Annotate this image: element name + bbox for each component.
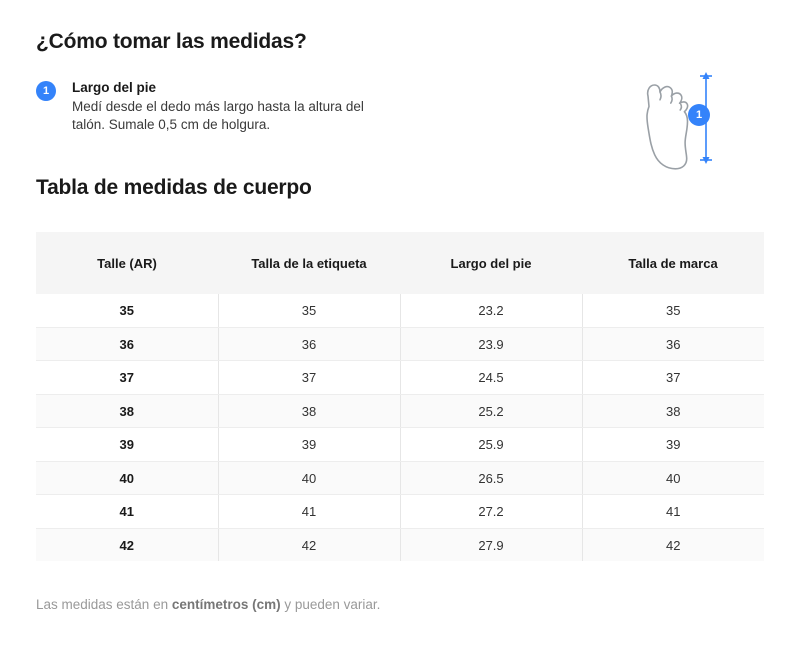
measure-step: [36, 80, 466, 134]
cell-talle-ar: 40: [36, 461, 218, 495]
cell-talla-etiqueta: 38: [218, 394, 400, 428]
table-row: [36, 528, 764, 561]
cell-largo-pie: 23.9: [400, 327, 582, 361]
cell-talla-etiqueta: 40: [218, 461, 400, 495]
footnote-prefix: Las medidas están en: [36, 597, 172, 613]
table-title: Tabla de medidas de cuerpo: [36, 176, 312, 200]
column-header-talla-marca: Talla de marca: [582, 232, 764, 294]
cell-largo-pie: 25.2: [400, 394, 582, 428]
table-row: [36, 294, 764, 327]
cell-talla-marca: 35: [582, 294, 764, 327]
foot-outline-icon: [620, 58, 740, 178]
step-number-badge: 1: [36, 81, 56, 101]
cell-largo-pie: 26.5: [400, 461, 582, 495]
cell-talla-etiqueta: 37: [218, 361, 400, 395]
table-row: [36, 327, 764, 361]
measure-copy: [72, 80, 372, 134]
cell-talla-marca: 40: [582, 461, 764, 495]
cell-talle-ar: 37: [36, 361, 218, 395]
cell-talla-marca: 41: [582, 495, 764, 529]
cell-talla-marca: 37: [582, 361, 764, 395]
column-header-talle-ar: Talle (AR): [36, 232, 218, 294]
cell-talla-marca: 36: [582, 327, 764, 361]
cell-talle-ar: 39: [36, 428, 218, 462]
table-row: [36, 394, 764, 428]
table-header-row: [36, 232, 764, 294]
cell-talla-marca: 38: [582, 394, 764, 428]
cell-talle-ar: 41: [36, 495, 218, 529]
foot-diagram: [620, 58, 740, 178]
cell-largo-pie: 27.2: [400, 495, 582, 529]
cell-largo-pie: 24.5: [400, 361, 582, 395]
cell-largo-pie: 23.2: [400, 294, 582, 327]
table-row: [36, 495, 764, 529]
table-row: [36, 461, 764, 495]
cell-talla-marca: 39: [582, 428, 764, 462]
cell-talle-ar: 36: [36, 327, 218, 361]
cell-talle-ar: 42: [36, 528, 218, 561]
cell-talla-etiqueta: 36: [218, 327, 400, 361]
cell-talla-etiqueta: 39: [218, 428, 400, 462]
cell-talla-marca: 42: [582, 528, 764, 561]
footnote: [36, 597, 764, 612]
footnote-strong: centímetros (cm): [171, 597, 281, 613]
cell-largo-pie: 25.9: [400, 428, 582, 462]
size-table: [36, 232, 764, 561]
cell-talle-ar: 38: [36, 394, 218, 428]
table-header: [36, 232, 764, 294]
table-body: [36, 294, 764, 561]
cell-talla-etiqueta: 41: [218, 495, 400, 529]
cell-largo-pie: 27.9: [400, 528, 582, 561]
measure-step-title: Largo del pie: [72, 80, 157, 95]
table-row: [36, 361, 764, 395]
column-header-talla-etiqueta: Talla de la etiqueta: [218, 232, 400, 294]
cell-talla-etiqueta: 35: [218, 294, 400, 327]
table-row: [36, 428, 764, 462]
footnote-suffix: y pueden variar.: [280, 597, 381, 613]
diagram-step-badge: 1: [688, 104, 710, 126]
cell-talla-etiqueta: 42: [218, 528, 400, 561]
column-header-largo-pie: Largo del pie: [400, 232, 582, 294]
cell-talle-ar: 35: [36, 294, 218, 327]
page-title: ¿Cómo tomar las medidas?: [36, 30, 307, 53]
measure-step-description: Medí desde el dedo más largo hasta la altura del talón. Sumale 0,5 cm de holgura.: [72, 99, 364, 133]
